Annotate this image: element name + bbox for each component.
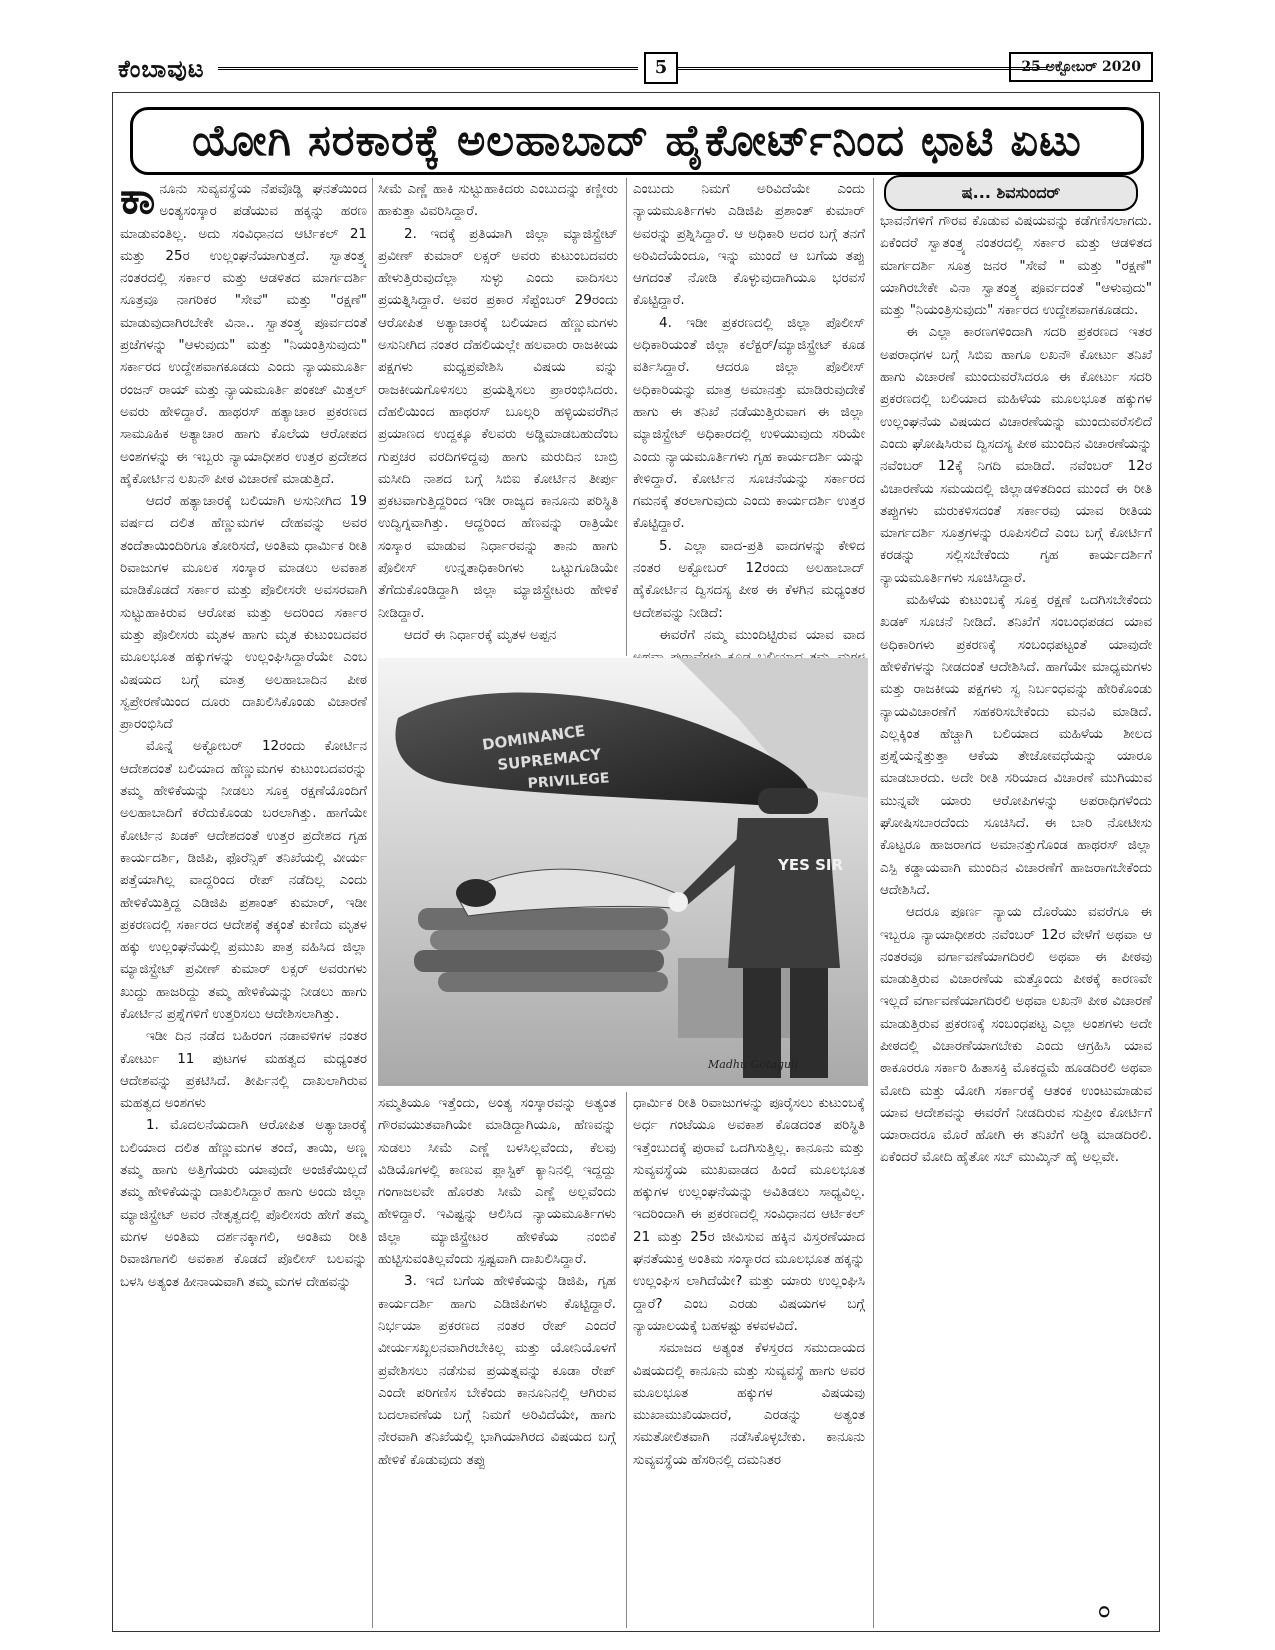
masthead-rule-right bbox=[678, 67, 1048, 70]
article-paragraph: ಇಡೀ ದಿನ ನಡೆದ ಬಹಿರಂಗ ನಡಾವಳಿಗಳ ನಂತರ ಕೋರ್ಟು 11 ಪುಟಗಳ ಮಹತ್ವದ ಮಧ್ಯಂತರ ಆದೇಶವನ್ನು ಪ್ರಕಟಿಸಿದೆ. ತೀರ್ಪಿನಲ್ಲಿ ದಾಖಲಾಗಿರುವ ಮಹತ್ವದ ಅಂಶಗಳು bbox=[120, 1028, 367, 1112]
article-paragraph: 1. ಮೊದಲನೆಯದಾಗಿ ಆರೋಪಿತ ಅತ್ಯಾಚಾರಕ್ಕೆ ಬಲಿಯಾದ ದಲಿತ ಹೆಣ್ಣುಮಗಳ ತಂದೆ, ತಾಯಿ, ಅಣ್ಣ ತಮ್ಮ ಹಾಗು ಅತ್ತಿಗೆಯರು ಯಾವುದೇ ಅಂಜಿಕೆಯಿಲ್ಲದೆ ತಮ್ಮ ಹೇಳಿಕೆಯನ್ನು ದಾಖಲಿಸಿದ್ದಾರೆ ಹಾಗು ಅಂದು ಜಿಲ್ಲಾ ಮ್ಯಾಜಿಸ್ಟ್ರೇಟ್ ಅವರ ನೇತೃತ್ವದಲ್ಲಿ ಪೊಲೀಸರು ಹೇಗೆ ತಮ್ಮ ಮಗಳ ಅಂತಿಮ ದರ್ಶನಕ್ಕಾಗಲಿ, ಅಂತಿಮ ರೀತಿ ರಿವಾಜಿಗಾಗಲಿ ಅವಕಾಶ ಕೊಡದೆ ಪೊಲೀಸ್ ಬಲವನ್ನು ಬಳಸಿ ಅತ್ಯಂತ ಹೀನಾಯವಾಗಿ ತಮ್ಮ ಮಗಳ ದೇಹವನ್ನು bbox=[120, 1117, 367, 1290]
article-paragraph: 2. ಇದಕ್ಕೆ ಪ್ರತಿಯಾಗಿ ಜಿಲ್ಲಾ ಮ್ಯಾಜಿಸ್ಟ್ರೇಟ್ ಪ್ರವೀಣ್ ಕುಮಾರ್ ಲಕ್ಸರ್ ಅವರು ಕುಟುಂಬದವರು ಹೇಳುತ್ತಿರುವುದೆಲ್ಲಾ ಸುಳ್ಳು ಎಂದು ವಾದಿಸಲು ಪ್ರಯತ್ನಿಸಿದ್ದಾರೆ. ಅವರ ಪ್ರಕಾರ ಸೆಪ್ಟೆಂಬರ್ 29ರಂದು ಆರೋಪಿತ ಅತ್ಯಾಚಾರಕ್ಕೆ ಬಲಿಯಾದ ಹೆಣ್ಣುಮಗಳು ಅಸುನೀಗಿದ ನಂತರ ದೆಹಲಿಯಲ್ಲೇ ಹಲವಾರು ರಾಜಕೀಯ ಪಕ್ಷಗಳು ಮಧ್ಯಪ್ರವೇಶಿಸಿ ವಿಷಯ ವನ್ನು ರಾಜಕೀಯಗೊಳಿಸಲು ಪ್ರಯತ್ನಿಸಲು ಪ್ರಾರಂಭಿಸಿದರು. ದೆಹಲಿಯಿಂದ ಹಾಥರಸ್ ಬೂಲ್ಗರಿ ಹಳ್ಳಿಯವರೆಗಿನ ಪ್ರಯಾಣದ ಉದ್ದಕ್ಕೂ ಕೆಲವರು ಅಡ್ಡಿಮಾಡಬಹುದೆಂಬ ಗುಪ್ತಚರ ವರದಿಗಳಿದ್ದವು ಹಾಗು ಮರುದಿನ ಬಾಬ್ರಿ ಮಸೀದಿ ನಾಶದ ಬಗ್ಗೆ ಸಿಬಿಐ ಕೋರ್ಟಿನ ತೀರ್ಪು ಪ್ರಕಟವಾಗುತ್ತಿದ್ದರಿಂದ ಇಡೀ ರಾಜ್ಯದ ಕಾನೂನು ಪರಿಸ್ಥಿತಿ ಉದ್ವಿಗ್ನವಾಗಿತ್ತು. ಆದ್ದರಿಂದ ಹೆಣವನ್ನು ರಾತ್ರಿಯೇ ಸಂಸ್ಕಾರ ಮಾಡುವ ನಿರ್ಧಾರವನ್ನು ತಾನು ಹಾಗು ಪೊಲೀಸ್ ಉನ್ನತಾಧಿಕಾರಿಗಳು ಒಟ್ಟುಗೂಡಿಯೇ ತೆಗೆದುಕೊಂಡಿದ್ದಾಗಿ ಜಿಲ್ಲಾ ಮ್ಯಾಜಿಸ್ಟ್ರೇಟರು ಹೇಳಿಕೆ ನೀಡಿದ್ದಾರೆ. bbox=[378, 225, 618, 621]
article-column-3-bottom bbox=[633, 1092, 865, 1630]
column-divider bbox=[626, 1092, 627, 1628]
article-paragraph: ಆದರೆ ಈ ನಿರ್ಧಾರಕ್ಕೆ ಮೃತಳ ಅಪ್ಪನ bbox=[404, 626, 557, 643]
article-column-2-top bbox=[378, 178, 618, 646]
article-paragraph: ಕಾನೂನು ಸುವ್ಯವಸ್ಥೆಯ ನೆಪವೊಡ್ಡಿ ಘನತೆಯಿಂದ ಅಂತ್ಯಸಂಸ್ಕಾರ ಪಡೆಯುವ ಹಕ್ಕನ್ನು ಹರಣ ಮಾಡುವಂತಿಲ್ಲ. ಅದು ಸಂವಿಧಾನದ ಆರ್ಟಿಕಲ್ 21 ಮತ್ತು 25ರ ಉಲ್ಲಂಘನೆಯಾಗುತ್ತದೆ. ಸ್ವಾತಂತ್ರ್ಯ ನಂತರದಲ್ಲಿ ಸರ್ಕಾರ ಮತ್ತು ಆಡಳಿತದ ಮಾರ್ಗದರ್ಶಿ ಸೂತ್ರವೂ ನಾಗರಿಕರ "ಸೇವೆ" ಮತ್ತು "ರಕ್ಷಣೆ" ಮಾಡುವುದಾಗಿರಬೇಕೇ ವಿನಾ.. ಸ್ವಾತಂತ್ರ್ಯ ಪೂರ್ವದಂತೆ ಪ್ರಜೆಗಳನ್ನು "ಆಳುವುದು" ಮತ್ತು "ನಿಯಂತ್ರಿಸುವುದು" ಸರ್ಕಾರದ ಉದ್ದೇಶವಾಗಕೂಡದು ಎಂದು ನ್ಯಾಯಮೂರ್ತಿ ರಂಜನ್ ರಾಯ್ ಮತ್ತು ನ್ಯಾಯಮೂರ್ತಿ ಪಂಕಜ್ ಮಿತ್ತಲ್ ಅವರು ಹೇಳಿದ್ದಾರೆ. ಹಾಥರಸ್ ಹತ್ಯಾಚಾರ ಪ್ರಕರಣದ ಸಾಮೂಹಿಕ ಅತ್ಯಾಚಾರ ಹಾಗು ಕೊಲೆಯ ಆರೋಪದ ಅಂಶಗಳನ್ನು ಈ ಇಬ್ಬರು ನ್ಯಾಯಾಧೀಶರ ಉತ್ತರ ಪ್ರದೇಶದ ಹೈಕೋರ್ಟಿನ ಲಖನೌ ಪೀಠ ವಿಚಾರಣೆ ಮಾಡುತ್ತಿದೆ. bbox=[120, 173, 367, 487]
article-paragraph: ಈವರೆಗೆ ನಮ್ಮ ಮುಂದಿಟ್ಟಿರುವ ಯಾವ ವಾದ bbox=[659, 626, 865, 643]
masthead-rule-left bbox=[218, 67, 638, 70]
article-column-1 bbox=[120, 173, 367, 1630]
issue-date: 25 ಅಕ್ಟೋಬರ್ 2020 bbox=[1009, 52, 1153, 82]
headline: ಯೋಗಿ ಸರಕಾರಕ್ಕೆ ಅಲಹಾಬಾದ್ ಹೈಕೋರ್ಟ್‌ನಿಂದ ಛಾಟಿ ಏಟು bbox=[130, 107, 1144, 175]
artist-signature: Madhu Gotaguli bbox=[708, 1058, 799, 1071]
boot-text-dominance: DOMINANCE bbox=[481, 721, 587, 754]
article-paragraph: ಈ ಎಲ್ಲಾ ಕಾರಣಗಳಿಂದಾಗಿ ಸದರಿ ಪ್ರಕರಣದ ಇತರ ಅಪರಾಧಗಳ ಬಗ್ಗೆ ಸಿಬಿಐ ಹಾಗೂ ಲಖನೌ ಕೋರ್ಟು ತನಿಖೆ ಹಾಗು ವಿಚಾರಣೆ ಮುಂದುವರೆಸಿದರೂ ಈ ಕೋರ್ಟು ಸದರಿ ಪ್ರಕರಣದಲ್ಲಿ ಬಲಿಯಾದ ಮಹಿಳೆಯ ಮೂಲಭೂತ ಹಕ್ಕುಗಳ ಉಲ್ಲಂಘನೆಯ ವಿಷಯದ ವಿಚಾರಣೆಯನ್ನು ಮುಂದುವರೆಸಲಿದೆ ಎಂದು ಘೋಷಿಸಿರುವ ದ್ವಿಸದಸ್ಯ ಪೀಠ ಮುಂದಿನ ವಿಚಾರಣೆಯನ್ನು ನವೆಂಬರ್ 12ಕ್ಕೆ ನಿಗದಿ ಮಾಡಿದೆ. ನವೆಂಬರ್ 12ರ ವಿಚಾರಣೆಯ ಸಮಯದಲ್ಲಿ ಜಿಲ್ಲಾಡಳಿತದಿಂದ ಮುಂದೆ ಈ ರೀತಿ ತಪ್ಪುಗಳು ಮರುಕಳಿಸದಂತೆ ಸರ್ಕಾರವು ಯಾವ ರೀತಿಯ ಮಾರ್ಗದರ್ಶಿ ಸೂತ್ರಗಳನ್ನು ರೂಪಿಸಲಿದೆ ಎಂಬ ಬಗ್ಗೆ ಕೋರ್ಟಿಗೆ ಕರಡನ್ನು ಸಲ್ಲಿಸಬೇಕೆಂದು ಗೃಹ ಕಾರ್ಯದರ್ಶಿಗೆ ನ್ಯಾಯಮೂರ್ತಿಗಳು ಸೂಚಿಸಿದ್ದಾರೆ. bbox=[880, 324, 1152, 586]
editorial-illustration bbox=[378, 658, 868, 1086]
boot-text-privilege: PRIVILEGE bbox=[527, 770, 610, 792]
author-byline: ಷ... ಶಿವಸುಂದರ್ bbox=[884, 175, 1138, 211]
article-paragraph: ಸೀಮೆ ಎಣ್ಣೆ ಹಾಕಿ ಸುಟ್ಟುಹಾಕಿದರು ಎಂಬುದನ್ನು ಕಣ್ಣೀರು ಹಾಕುತ್ತಾ ವಿವರಿಸಿದ್ದಾರೆ. bbox=[378, 181, 618, 220]
article-column-4 bbox=[880, 210, 1152, 1630]
article-paragraph: ಮೊನ್ನೆ ಅಕ್ಟೋಬರ್ 12ರಂದು ಕೋರ್ಟಿನ ಆದೇಶದಂತೆ ಬಲಿಯಾದ ಹೆಣ್ಣುಮಗಳ ಕುಟುಂಬದವರನ್ನು ತಮ್ಮ ಹೇಳಿಕೆಯನ್ನು ನೀಡಲು ಸೂಕ್ತ ರಕ್ಷಣೆಯೊಂದಿಗೆ ಅಲಹಾಬಾದಿಗೆ ಕರೆದುಕೊಂಡು ಬರಲಾಗಿತ್ತು. ಹಾಗೆಯೇ ಕೋರ್ಟಿನ ಖಡಕ್ ಆದೇಶದಂತೆ ಉತ್ತರ ಪ್ರದೇಶದ ಗೃಹ ಕಾರ್ಯದರ್ಶಿ, ಡಿಜಿಪಿ, ಫೊರೆನ್ಸಿಕ್ ತನಿಖೆಯಲ್ಲಿ ವೀರ್ಯ ಪತ್ತೆಯಾಗಿಲ್ಲ ವಾದ್ದರಿಂದ ರೇಪ್ ನಡೆದಿಲ್ಲ ಎಂದು ಹೇಳಿಕೆಯಿತ್ತಿದ್ದ ಎಡಿಜಿಪಿ ಪ್ರಶಾಂತ್ ಕುಮಾರ್, ಇಡೀ ಪ್ರಕರಣದಲ್ಲಿ ಸರ್ಕಾರದ ಆದೇಶಕ್ಕೆ ತಕ್ಕಂತೆ ಕುಣಿದು ಮೃತಳ ಹಕ್ಕು ಉಲ್ಲಂಘನೆಯಲ್ಲಿ ಪ್ರಮುಖ ಪಾತ್ರ ವಹಿಸಿದ ಜಿಲ್ಲಾ ಮ್ಯಾಜಿಸ್ಟ್ರೇಟ್ ಪ್ರವೀಣ್ ಕುಮಾರ್ ಲಕ್ಸರ್ ಅವರುಗಳು ಖುದ್ದು ಹಾಜರಿದ್ದು ತಮ್ಮ ಹೇಳಿಕೆಯನ್ನು ನೀಡಲು ಹಾಗು ಕೋರ್ಟಿನ ಪ್ರಶ್ನೆಗಳಿಗೆ ಉತ್ತರಿಸಲು ಆದೇಶಿಸಲಾಗಿತ್ತು. bbox=[120, 738, 367, 1022]
article-paragraph: ಎಂಬುದು ನಿಮಗೆ ಅರಿವಿದೆಯೇ ಎಂದು ನ್ಯಾಯಮೂರ್ತಿಗಳು ಎಡಿಜಿಪಿ ಪ್ರಶಾಂತ್ ಕುಮಾರ್ ಅವರನ್ನು ಪ್ರಶ್ನಿಸಿದ್ದಾರೆ. ಆ ಅಧಿಕಾರಿ ಅದರ ಬಗ್ಗೆ ತನಗೆ ಅರಿವಿದೆಯೆಂದೂ, ಇನ್ನು ಮುಂದೆ ಆ ಬಗೆಯ ತಪ್ಪು ಆಗದಂತೆ ನೋಡಿ ಕೊಳ್ಳುವುದಾಗಿಯೂ ಭರವಸೆ ಕೊಟ್ಟಿದ್ದಾರೆ. bbox=[633, 181, 865, 309]
column-divider bbox=[626, 178, 627, 656]
column-divider bbox=[372, 178, 373, 1628]
article-paragraph: ಧಾರ್ಮಿಕ ರೀತಿ ರಿವಾಜುಗಳನ್ನು ಪೂರೈಸಲು ಕುಟುಂಬಕ್ಕೆ ಅರ್ಧ ಗಂಟೆಯೂ ಅವಕಾಶ ಕೊಡದಂತ ಪರಿಸ್ಥಿತಿ ಇತ್ತೆಂಬುದಕ್ಕೆ ಪುರಾವೆ ಒದಗಿಸುತ್ತಿಲ್ಲ. ಕಾನೂನು ಮತ್ತು ಸುವ್ಯವಸ್ಥೆಯ ಮುಖವಾಡದ ಹಿಂದೆ ಮೂಲಭೂತ ಹಕ್ಕುಗಳ ಉಲ್ಲಂಘನೆಯನ್ನು ಅವಿತಿಡಲು ಸಾಧ್ಯವಿಲ್ಲ. ಇದರಿಂದಾಗಿ ಈ ಪ್ರಕರಣದಲ್ಲಿ ಸಂವಿಧಾನದ ಆರ್ಟಿಕಲ್ 21 ಮತ್ತು 25ರ ಜೀವಿಸುವ ಹಕ್ಕಿನ ವಿಸ್ತರಣೆಯಾದ ಘನತೆಯುಕ್ತ ಅಂತಿಮ ಸಂಸ್ಕಾರದ ಮೂಲಭೂತ ಹಕ್ಕನ್ನು ಉಲ್ಲಂಘಿಸ ಲಾಗಿದೆಯೇ? ಮತ್ತು ಯಾರು ಉಲ್ಲಂಘಿಸಿ ದ್ದಾರೆ? ಎಂಬ ಎರಡು ವಿಷಯಗಳ ಬಗ್ಗೆ ನ್ಯಾಯಾಲಯಕ್ಕೆ ಬಹಳಷ್ಟು ಕಳವಳವಿದೆ. bbox=[633, 1095, 865, 1334]
drop-cap: ಕಾ bbox=[120, 173, 156, 224]
article-paragraph: 4. ಇಡೀ ಪ್ರಕರಣದಲ್ಲಿ ಜಿಲ್ಲಾ ಪೊಲೀಸ್ ಅಧಿಕಾರಿಯಂತೆ ಜಿಲ್ಲಾ ಕಲೆಕ್ಟರ್/ಮ್ಯಾಜಿಸ್ಟ್ರೇಟ್ ಕೂಡ ವರ್ತಿಸಿದ್ದಾರೆ. ಆದರೂ ಜಿಲ್ಲಾ ಪೊಲೀಸ್ ಅಧಿಕಾರಿಯನ್ನು ಮಾತ್ರ ಅಮಾನತ್ತು ಮಾಡಿರುವುದೇಕೆ ಹಾಗು ಈ ತನಿಖೆ ನಡೆಯುತ್ತಿರುವಾಗ ಈ ಜಿಲ್ಲಾ ಮ್ಯಾಜಿಸ್ಟ್ರೇಟ್ ಅಧಿಕಾರದಲ್ಲಿ ಉಳಿಯುವುದು ಸರಿಯೇ ಎಂದು ನ್ಯಾಯಮೂರ್ತಿಗಳು ಗೃಹ ಕಾರ್ಯದರ್ಶಿ ಯನ್ನು ಕೇಳಿದ್ದಾರೆ. ಕೋರ್ಟಿನ ಸೂಚನೆಯನ್ನು ಸರ್ಕಾರದ ಗಮನಕ್ಕೆ ತರಲಾಗುವುದು ಎಂದು ಕಾರ್ಯದರ್ಶಿ ಉತ್ತರ ಕೊಟ್ಟಿದ್ದಾರೆ. bbox=[633, 314, 865, 532]
article-paragraph: 5. ಎಲ್ಲಾ ವಾದ-ಪ್ರತಿ ವಾದಗಳನ್ನು ಕೇಳಿದ ನಂತರ ಅಕ್ಟೋಬರ್ 12ರಂದು ಅಲಹಾಬಾದ್ ಹೈಕೋರ್ಟಿನ ದ್ವಿಸದಸ್ಯ ಪೀಠ ಈ ಕೆಳಗಿನ ಮಧ್ಯಂತರ ಆದೇಶವನ್ನು ನೀಡಿದೆ: bbox=[633, 537, 865, 621]
masthead bbox=[118, 52, 1153, 86]
article-column-2-bottom bbox=[378, 1092, 616, 1630]
article-paragraph: 3. ಇದೆ ಬಗೆಯ ಹೇಳಿಕೆಯನ್ನು ಡಿಜಿಪಿ, ಗೃಹ ಕಾರ್ಯದರ್ಶಿ ಹಾಗು ಎಡಿಜಿಪಿಗಳು ಕೊಟ್ಟಿದ್ದಾರೆ. ನಿರ್ಭಯಾ ಪ್ರಕರಣದ ನಂತರ ರೇಪ್ ಎಂದರೆ ವೀರ್ಯಸಖ್ಖಲನವಾಗಿರಬೇಕಿಲ್ಲ ಮತ್ತು ಯೋನಿಯೊಳಗೆ ಪ್ರವೇಶಿಸಲು ನಡೆಸುವ ಪ್ರಯತ್ನವನ್ನು ಕೂಡಾ ರೇಪ್ ಎಂದೇ ಪರಿಗಣಿಸ ಬೇಕೆಂದು ಕಾನೂನಿನಲ್ಲಿ ಆಗಿರುವ ಬದಲಾವಣೆಯ ಬಗ್ಗೆ ನಿಮಗೆ ಅರಿವಿದೆಯೇ, ಹಾಗು ನೇರವಾಗಿ ತನಿಖೆಯಲ್ಲಿ ಭಾಗಿಯಾಗಿರದ ವಿಷಯದ ಬಗ್ಗೆ ಹೇಳಿಕೆ ಕೊಡುವುದು ತಪ್ಪು bbox=[378, 1273, 616, 1468]
column-divider bbox=[873, 178, 874, 1628]
article-paragraph: ಭಾವನೆಗಳಿಗೆ ಗೌರವ ಕೊಡುವ ವಿಷಯವನ್ನು ಕಡೆಗಣಿಸಲಾಗದು. ಏಕೆಂದರೆ ಸ್ವಾತಂತ್ರ್ಯ ನಂತರದಲ್ಲಿ ಸರ್ಕಾರ ಮತ್ತು ಆಡಳಿತದ ಮಾರ್ಗದರ್ಶಿ ಸೂತ್ರ ಜನರ "ಸೇವೆ " ಮತ್ತು "ರಕ್ಷಣೆ" ಯಾಗಿರಬೇಕೇ ವಿನಾ ಸ್ವಾತಂತ್ರ್ಯ ಪೂರ್ವದಂತೆ "ಆಳುವುದು" ಮತ್ತು "ನಿಯಂತ್ರಿಸುವುದು" ಸರ್ಕಾರದ ಉದ್ದೇಶವಾಗಕೂಡದು. bbox=[880, 213, 1152, 319]
article-column-3-top bbox=[633, 178, 865, 668]
end-mark: ೦ bbox=[1098, 1598, 1111, 1623]
hair-shape bbox=[456, 879, 496, 907]
article-paragraph: ಆದರೂ ಪೂರ್ಣ ನ್ಯಾಯ ದೊರೆಯು ವವರೆಗೂ ಈ ಇಬ್ಬರೂ ನ್ಯಾಯಾಧೀಶರು ನವೆಂಬರ್ 12ರ ವೇಳೆಗೆ ಅಥವಾ ಆ ನಂತರವೂ ವರ್ಗಾವಣೆಯಾಗದಿರಲಿ ಅಥವಾ ಈ ಪೀಠವು ಮಾಡುತ್ತಿರುವ ವಿಚಾರಣೆಯ ಮತ್ತೊಂದು ಪೀಠಕ್ಕೆ ಕಾರಣವೇ ಇಲ್ಲದೆ ವರ್ಗಾವಣೆಯಾಗದಿರಲಿ ಅಥವಾ ಲಖನೌ ಪೀಠ ವಿಚಾರಣೆ ಮಾಡುತ್ತಿರುವ ಪ್ರಕರಣಕ್ಕೆ ಸಂಬಂಧಪಟ್ಟ ಎಲ್ಲಾ ಅಂಶಗಳು ಅದೇ ಪೀಠದಲ್ಲಿ ವಿಚಾರಣೆಯಾಗಬೇಕು ಎಂದು ಆಗ್ರಹಿಸಿ ಯಾವ ಠಾಕೂರರೂ ಸರ್ಕಾರಿ ಹಿತಾಸಕ್ತಿ ಮೊಕದ್ದಮೆ ಹೂಡದಿರಲಿ ಅಥವಾ ಮೋದಿ ಮತ್ತು ಯೋಗಿ ಸರ್ಕಾರಕ್ಕೆ ಆತಂಕ ಉಂಟುಮಾಡುವ ಯಾವ ಆದೇಶವನ್ನು ಈವರೆಗೆ ನೀಡದಿರುವ ಸುಪ್ರೀಂ ಕೋರ್ಟಿಗೆ ಯಾರಾದರೂ ಮೊರೆ ಹೋಗಿ ಈ ತನಿಖೆಗೆ ಅಡ್ಡಿ ಮಾಡದಿರಲಿ. ಏಕೆಂದರೆ ಮೋದಿ ಹೈತೋ ಸಬ್ ಮುಮ್ಕಿನ್ ಹೈ ಅಲ್ಲವೇ. bbox=[880, 904, 1152, 1166]
article-paragraph: ಸಮಾಜದ ಅತ್ಯಂತ ಕೆಳಸ್ತರದ ಸಮುದಾಯದ ವಿಷಯದಲ್ಲಿ ಕಾನೂನು ಮತ್ತು ಸುವ್ಯವಸ್ಥೆ ಹಾಗು ಅವರ ಮೂಲಭೂತ ಹಕ್ಕುಗಳ ವಿಷಯವು ಮುಖಾಮುಖಿಯಾದರೆ, ಎರಡನ್ನು ಅತ್ಯಂತ ಸಮತೋಲಿತವಾಗಿ ನಡೆಸಿಕೊಳ್ಳಬೇಕು. ಕಾನೂನು ಸುವ್ಯವಸ್ಥೆಯ ಹೆಸರಿನಲ್ಲಿ ದಮನಿತರ bbox=[633, 1340, 865, 1468]
page-number: 5 bbox=[644, 52, 678, 84]
masthead-brand: ಕೆಂಬಾವುಟ bbox=[118, 54, 205, 83]
officer-badge-text: YES SIR bbox=[778, 856, 844, 874]
boot-text-supremacy: SUPREMACY bbox=[496, 745, 603, 774]
article-paragraph: ಸಮ್ಮತಿಯೂ ಇತ್ತೆಂದು, ಅಂತ್ಯ ಸಂಸ್ಕಾರವನ್ನು ಅತ್ಯಂತ ಗೌರವಯುತವಾಗಿಯೇ ಮಾಡಿದ್ದಾಗಿಯೂ, ಹೆಣವನ್ನು ಸುಡಲು ಸೀಮೆ ಎಣ್ಣೆ ಬಳಸಿಲ್ಲವೆಂದು, ಕೆಲವು ವಿಡಿಯೊಗಳಲ್ಲಿ ಕಾಣುವ ಪ್ಲಾಸ್ಟಿಕ್ ಕ್ಯಾನಿನಲ್ಲಿ ಇದ್ದದ್ದು ಗಂಗಾಜಲವೇ ಹೊರತು ಸೀಮೆ ಎಣ್ಣೆ ಅಲ್ಲವೆಂದು ಹೇಳಿದ್ದಾರೆ. ಇವಿಷ್ಟನ್ನು ಆಲಿಸಿದ ನ್ಯಾಯಮೂರ್ತಿಗಳು ಜಿಲ್ಲಾ ಮ್ಯಾಜಿಸ್ಟ್ರೇಟರ ಹೇಳಿಕೆಯ ನಂಬಿಕೆ ಹುಟ್ಟಿಸುವಂತಿಲ್ಲವೆಂದು ಸ್ಪಷ್ಟವಾಗಿ ದಾಖಲಿಸಿದ್ದಾರೆ. bbox=[378, 1095, 616, 1268]
article-paragraph: ಆದರೆ ಹತ್ಯಾಚಾರಕ್ಕೆ ಬಲಿಯಾಗಿ ಅಸುನೀಗಿದ 19 ವರ್ಷದ ದಲಿತ ಹೆಣ್ಣುಮಗಳ ದೇಹವನ್ನು ಅವರ ತಂದೆತಾಯಿಂದಿರಿಗೂ ತೋರಿಸದೆ, ಅಂತಿಮ ಧಾರ್ಮಿಕ ರೀತಿ ರಿವಾಜುಗಳ ಮೂಲಕ ಸಂಸ್ಕಾರ ಮಾಡಲು ಅವಕಾಶ ಮಾಡಿಕೊಡದೆ ಸರ್ಕಾರ ಮತ್ತು ಪೊಲೀಸರೇ ಅವಸರವಾಗಿ ಸುಟ್ಟುಹಾಕಿರುವ ಆರೋಪ ಮತ್ತು ಅದರಿಂದ ಸರ್ಕಾರ ಮತ್ತು ಪೊಲೀಸರು ಮೃತಳ ಹಾಗು ಮೃತ ಕುಟುಂಬದವರ ಮೂಲಭೂತ ಹಕ್ಕುಗಳನ್ನು ಉಲ್ಲಂಘಿಸಿದ್ದಾರೆಯೇ ಎಂಬ ವಿಷಯದ ಬಗ್ಗೆ ಮಾತ್ರ ಅಲಹಾಬಾದಿನ ಪೀಠ ಸ್ವಪ್ರೇರಣೆಯಿಂದ ದೂರು ದಾಖಲಿಸಿಕೊಂಡು ವಿಚಾರಣೆ ಪ್ರಾರಂಭಿಸಿದೆ bbox=[120, 493, 367, 733]
article-paragraph: ಮಹಿಳೆಯ ಕುಟುಂಬಕ್ಕೆ ಸೂಕ್ತ ರಕ್ಷಣೆ ಒದಗಿಸಬೇಕೆಂದು ಖಡಕ್ ಸೂಚನೆ ನೀಡಿದೆ. ತನಿಖೆಗೆ ಸಂಬಂಧಪಡದ ಯಾವ ಅಧಿಕಾರಿಗಳು ಪ್ರಕರಣಕ್ಕೆ ಸಂಬಂಧಪಟ್ಟಂತೆ ಯಾವುದೇ ಹೇಳಿಕೆಗಳನ್ನು ನೀಡದಂತೆ ಆದೇಶಿಸಿದೆ. ಹಾಗೆಯೇ ಮಾಧ್ಯಮಗಳು ಮತ್ತು ರಾಜಕೀಯ ಪಕ್ಷಗಳು ಸ್ವ ನಿರ್ಬಂಧವನ್ನು ಹೇರಿಕೊಂಡು ನ್ಯಾಯವಿಚಾರಣೆಗೆ ಸಹಕರಿಸಬೇಕೆಂದು ಮನವಿ ಮಾಡಿದೆ. ಎಲ್ಲಕ್ಕಿಂತ ಹೆಚ್ಚಾಗಿ ಬಲಿಯಾದ ಮಹಿಳೆಯ ಶೀಲದ ಪ್ರಶ್ನೆಯನ್ನೆತ್ತುತ್ತಾ ಆಕೆಯ ತೇಜೋವಧೆಯನ್ನು ಯಾರೂ ಮಾಡಬಾರದು. ಅದೇ ರೀತಿ ಸರಿಯಾದ ವಿಚಾರಣೆ ಮುಗಿಯುವ ಮುನ್ನವೇ ಯಾರು ಆರೋಪಿಗಳನ್ನು ಅಪರಾಧಿಗಳೆಂದು ಘೋಷಿಸಬಾರದೆಂದು ಸೂಚಿಸಿದೆ. ಈ ಬಾರಿ ನೋಟೀಸು ಕೊಟ್ಟರೂ ಹಾಜರಾಗದ ಅಮಾನತ್ತುಗೊಂಡ ಹಾಥರಸ್ ಜಿಲ್ಲಾ ಎಸ್ಪಿ ಕಡ್ಡಾಯವಾಗಿ ಮುಂದಿನ ವಿಚಾರಣೆಗೆ ಹಾಜರಾಗಬೇಕೆಂದು ಆದೇಶಿಸಿದೆ. bbox=[880, 592, 1152, 898]
